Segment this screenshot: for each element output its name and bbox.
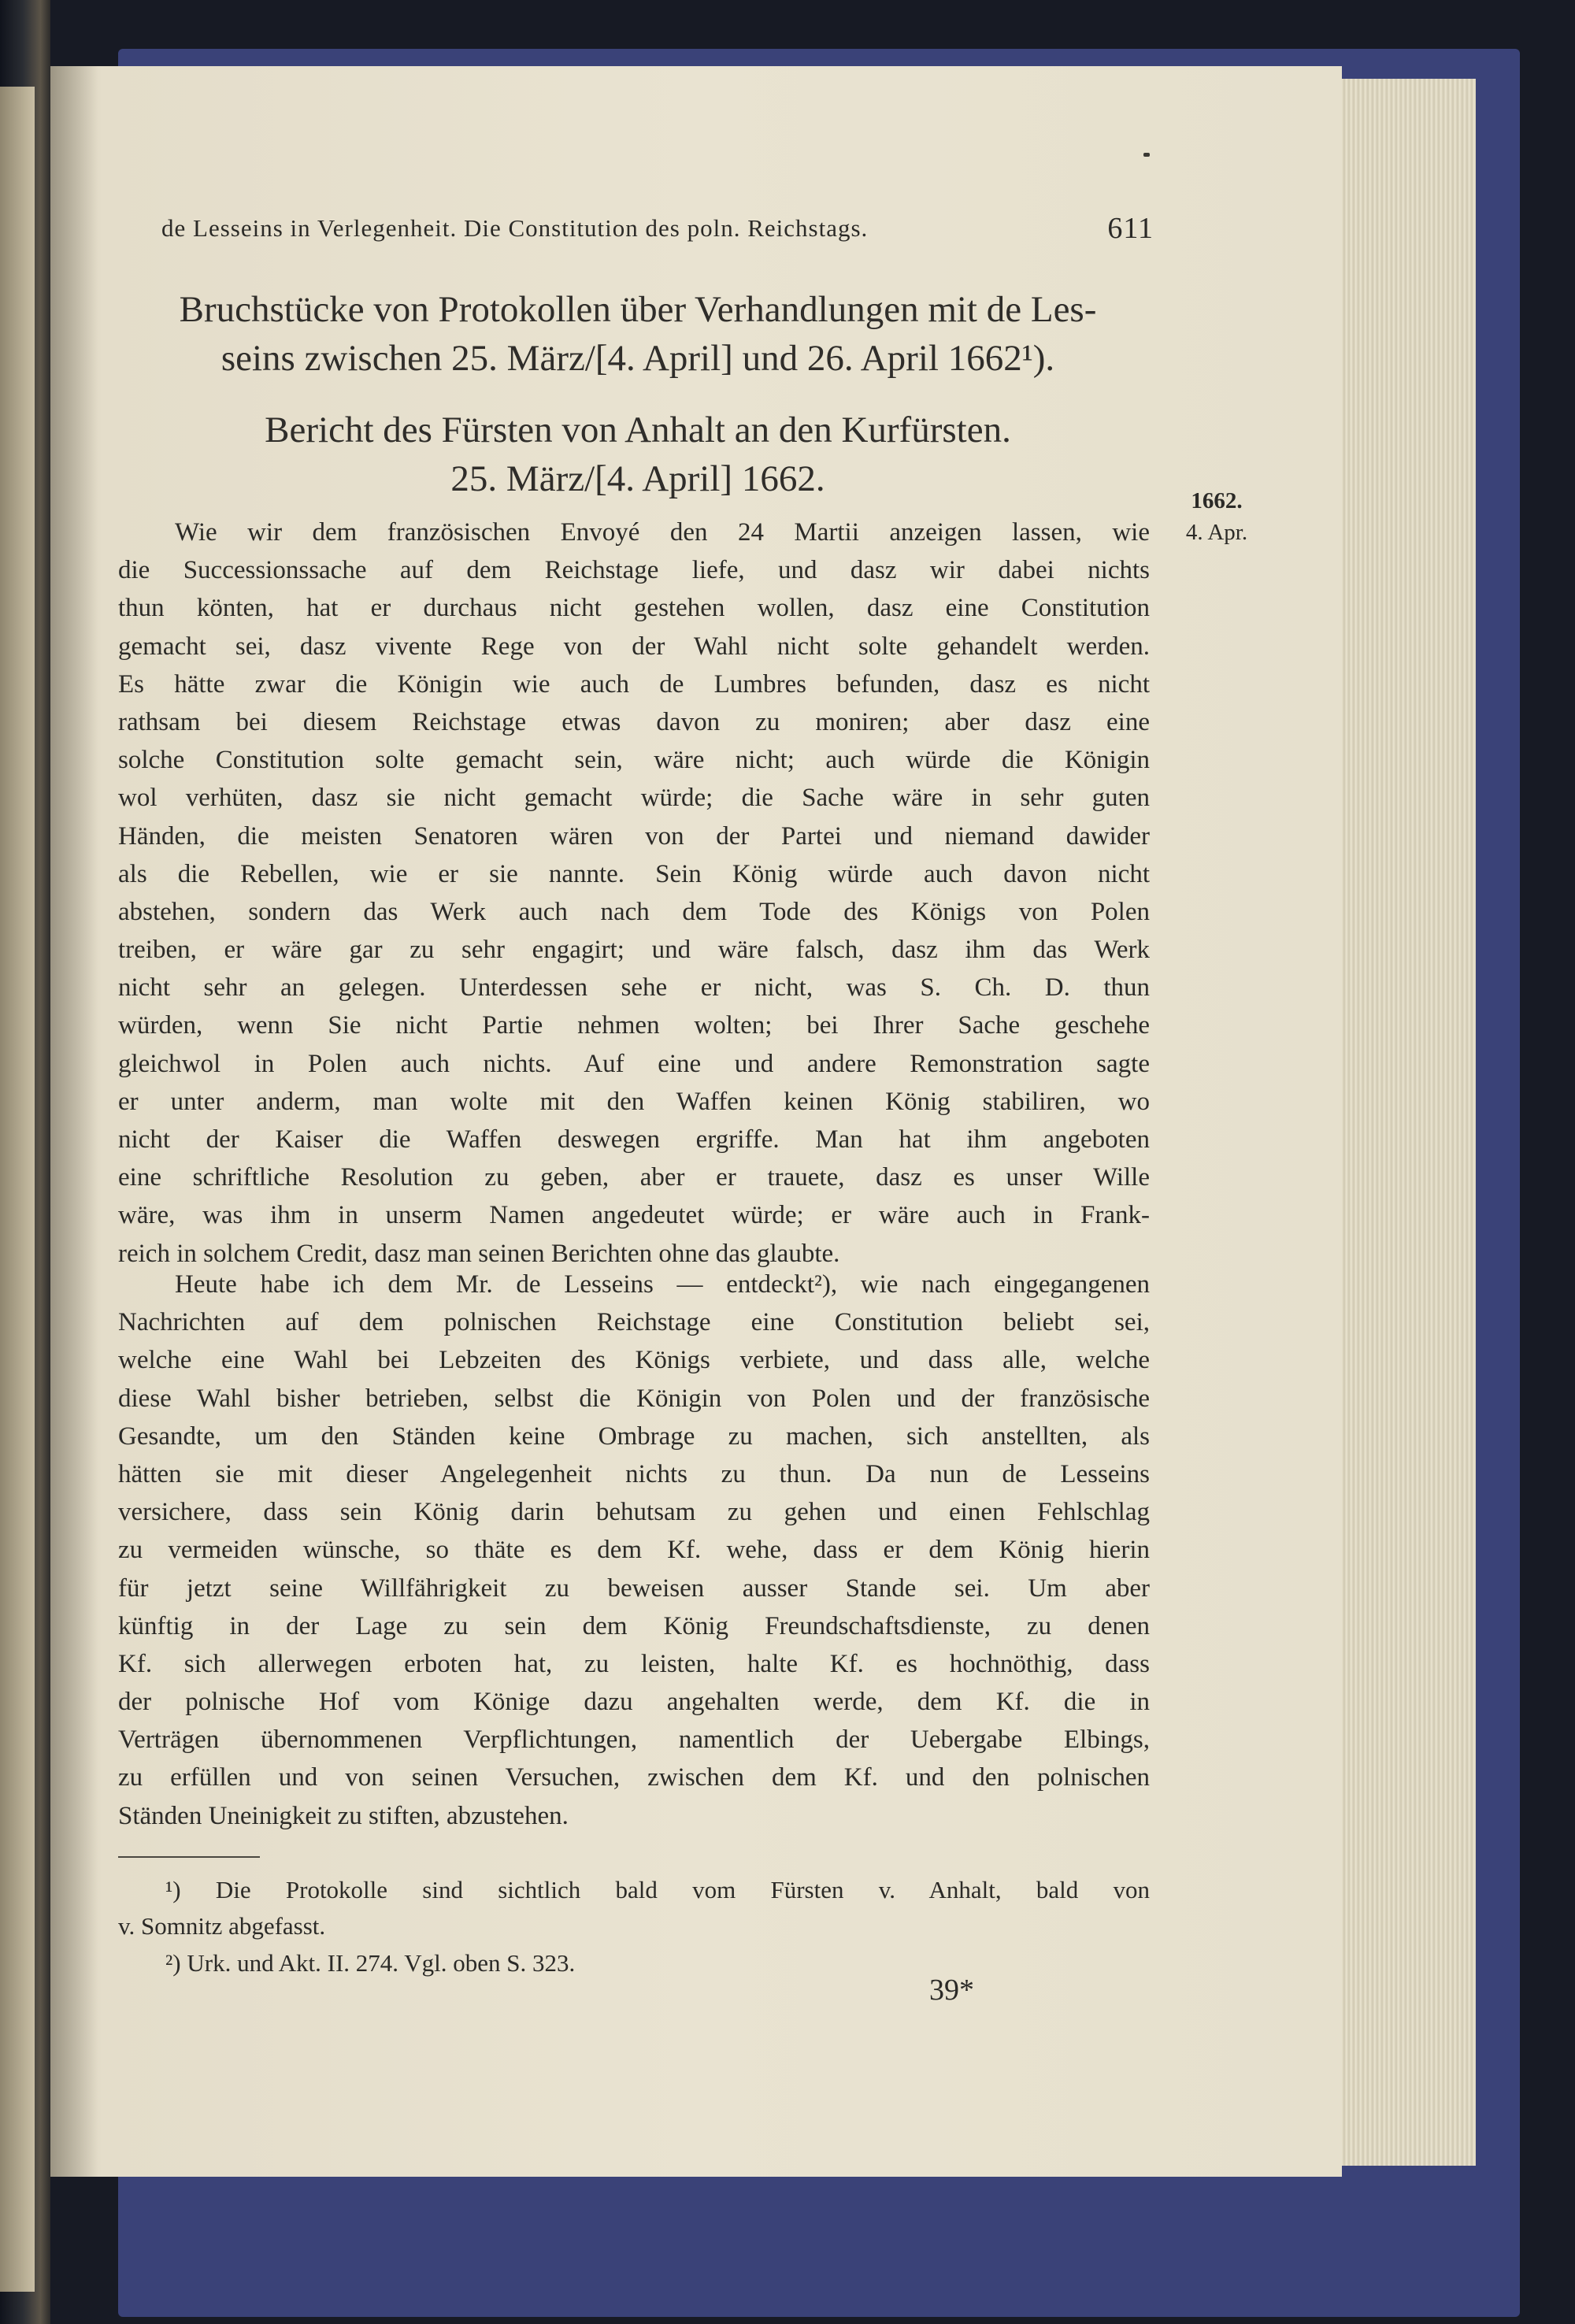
paragraph-2	[118, 1266, 1150, 1835]
section-heading	[118, 285, 1158, 383]
text-line: zu vermeiden wünsche, so thäte es dem Kf. wehe, dass er dem König hierin	[118, 1536, 1150, 1565]
document-heading-line: 25. März/[4. April] 1662.	[450, 458, 825, 499]
section-heading-line: seins zwischen 25. März/[4. April] und 26. April 1662¹).	[220, 338, 1055, 379]
text-line: thun könten, hat er durchaus nicht gestehen wollen, dasz eine Constitution	[118, 594, 1150, 623]
document-heading-line: Bericht des Fürsten von Anhalt an den Kurfürsten.	[265, 410, 1011, 450]
text-line: wol verhüten, dasz sie nicht gemacht würde; die Sache wäre in sehr guten	[118, 784, 1150, 813]
page-block-edges	[1331, 79, 1476, 2166]
text-line: Ständen Uneinigkeit zu stiften, abzustehen.	[118, 1801, 569, 1830]
text-line: Gesandte, um den Ständen keine Ombrage zu machen, sich anstellten, als	[118, 1421, 1150, 1451]
text-line: für jetzt seine Willfährigkeit zu beweisen ausser Stande sei. Um aber	[118, 1573, 1150, 1603]
footnote-line: ²) Urk. und Akt. II. 274. Vgl. oben S. 323.	[165, 1949, 576, 1977]
text-line: Nachrichten auf dem polnischen Reichstage eine Constitution beliebt sei,	[118, 1308, 1150, 1337]
margin-date: 4. Apr.	[1185, 520, 1248, 545]
text-line: reich in solchem Credit, dasz man seinen Berichten ohne das glaubte.	[118, 1239, 840, 1268]
text-line: diese Wahl bisher betrieben, selbst die Königin von Polen und der französische	[118, 1384, 1150, 1413]
text-line: würden, wenn Sie nicht Partie nehmen wolten; bei Ihrer Sache geschehe	[118, 1011, 1150, 1040]
text-line: Es hätte zwar die Königin wie auch de Lumbres befunden, dasz es nicht	[118, 669, 1150, 699]
text-line: als die Rebellen, wie er sie nannte. Sein König würde auch davon nicht	[118, 859, 1150, 888]
text-line: nicht der Kaiser die Waffen deswegen ergriffe. Man hat ihm angeboten	[118, 1125, 1150, 1154]
text-line: nicht sehr an gelegen. Unterdessen sehe er nicht, was S. Ch. D. thun	[118, 973, 1150, 1003]
page-number: 611	[1107, 212, 1154, 245]
footnote-1	[118, 1872, 1150, 1944]
text-line: eine schriftliche Resolution zu geben, aber er trauete, dasz es unser Wille	[118, 1163, 1150, 1192]
document-heading	[118, 406, 1158, 503]
footnote-line: v. Somnitz abgefasst.	[118, 1912, 326, 1940]
text-line: Kf. sich allerwegen erboten hat, zu leisten, halte Kf. es hochnöthig, dass	[118, 1649, 1150, 1678]
text-line: Verträgen übernommenen Verpflichtungen, namentlich der Uebergabe Elbings,	[118, 1725, 1150, 1755]
text-line: solche Constitution solte gemacht sein, wäre nicht; auch würde die Königin	[118, 746, 1150, 775]
running-head	[161, 211, 1154, 246]
text-line: gleichwol in Polen auch nichts. Auf eine und andere Remonstration sagte	[118, 1049, 1150, 1078]
text-line: gemacht sei, dasz vivente Rege von der Wahl nicht solte gehandelt werden.	[118, 632, 1150, 661]
text-line: treiben, er wäre gar zu sehr engagirt; und wäre falsch, dasz ihm das Werk	[118, 936, 1150, 965]
text-line: die Successionssache auf dem Reichstage liefe, und dasz wir dabei nichts	[118, 556, 1150, 585]
text-line: hätten sie mit dieser Angelegenheit nichts zu thun. Da nun de Lesseins	[118, 1459, 1150, 1488]
text-line: welche eine Wahl bei Lebzeiten des Königs verbiete, und dass alle, welche	[118, 1346, 1150, 1375]
running-head-title: de Lesseins in Verlegenheit. Die Constitution des poln. Reichstags.	[161, 214, 869, 242]
text-line: rathsam bei diesem Reichstage etwas davon zu moniren; aber dasz eine	[118, 707, 1150, 736]
text-line: der polnische Hof vom Könige dazu angehalten werde, dem Kf. die in	[118, 1688, 1150, 1717]
signature-mark: 39*	[929, 1974, 974, 2007]
paragraph-1	[118, 513, 1150, 1273]
text-line: wäre, was ihm in unserm Namen angedeutet würde; er wäre auch in Frank-	[118, 1201, 1150, 1230]
footnote-line: ¹) Die Protokolle sind sichtlich bald vom Fürsten v. Anhalt, bald von	[165, 1876, 1150, 1903]
gutter-shadow	[50, 66, 98, 2177]
footnote-2	[118, 1945, 1150, 1981]
text-line: Wie wir dem französischen Envoyé den 24 Martii anzeigen lassen, wie	[175, 518, 1150, 547]
text-line: versichere, dass sein König darin behutsam zu gehen und einen Fehlschlag	[118, 1498, 1150, 1527]
text-line: er unter anderm, man wolte mit den Waffen keinen König stabiliren, wo	[118, 1087, 1150, 1116]
text-line: zu erfüllen und von seinen Versuchen, zwischen dem Kf. und den polnischen	[118, 1763, 1150, 1792]
text-line: Händen, die meisten Senatoren wären von der Partei und niemand dawider	[118, 821, 1150, 851]
section-heading-line: Bruchstücke von Protokollen über Verhandlungen mit de Les-	[179, 289, 1097, 330]
footnote-rule	[118, 1856, 260, 1858]
text-line: abstehen, sondern das Werk auch nach dem Tode des Königs von Polen	[118, 897, 1150, 926]
facing-page-edge	[0, 87, 35, 2292]
text-line: Heute habe ich dem Mr. de Lesseins — entdeckt²), wie nach eingegangenen	[175, 1270, 1150, 1299]
margin-year: 1662.	[1191, 488, 1243, 513]
ink-speck	[1143, 153, 1150, 157]
text-line: künftig in der Lage zu sein dem König Freundschaftsdienste, zu denen	[118, 1611, 1150, 1640]
